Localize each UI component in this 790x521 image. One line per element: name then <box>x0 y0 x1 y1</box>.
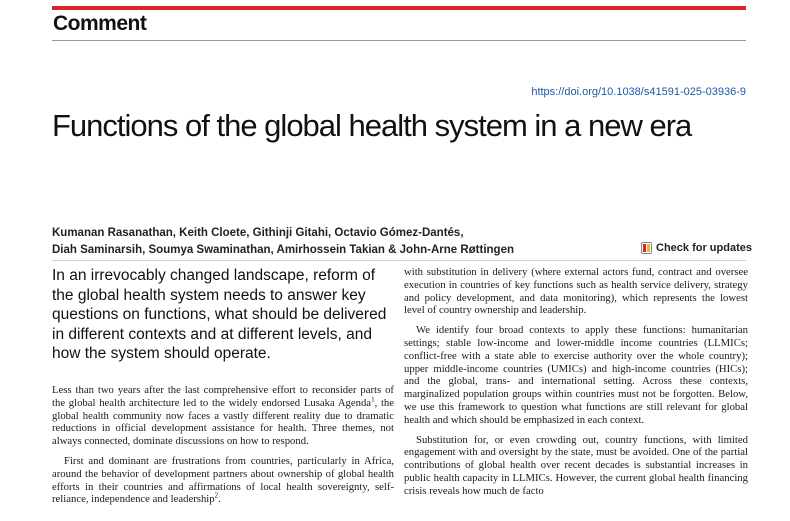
body-paragraph: We identify four broad contexts to apply these functions: humanitarian settings; stable low-income and lower-middle income countries (LLMICs; conflict-free with a state able to exercise authority over the whole country); upper middle-income countries (UMICs) and high-income countries (HICs); and the global, trans- and international setting. Across these contexts, marginalized population groups within countries must not be forgotten. Below, we use this framework to question what functions are still relevant for global health and which should be emphasized in each context. <box>404 324 748 426</box>
doi-link[interactable]: https://doi.org/10.1038/s41591-025-03936-9 <box>531 86 746 98</box>
standfirst: In an irrevocably changed landscape, reform of the global health system needs to answer key questions on functions, what should be delivered in different contexts and at different levels, and how the system should operate. <box>52 267 387 363</box>
check-updates-icon <box>641 242 652 254</box>
left-column <box>52 266 394 506</box>
right-column <box>404 266 748 498</box>
body-paragraph: Substitution for, or even crowding out, country functions, with limited engagement with and oversight by the state, must be avoided. One of the partial contributions of global health over recent decades is substantial increases in public health capacity in LLMICs. However, the current global health financing crisis reveals how much de facto <box>404 433 748 497</box>
body-paragraph: First and dominant are frustrations from countries, particularly in Africa, around the behavior of development partners about ownership of global health efforts in their countries and affirmations of local health sovereignty, self-reliance, independence and leadership$^2$. <box>52 454 394 506</box>
body-paragraph: with substitution in delivery (where external actors fund, contract and oversee execution in countries of key functions such as health service delivery, strategy and policy development, and data monitoring), which represents the lowest level of country ownership and leadership. <box>404 266 748 317</box>
top-accent-rule <box>52 6 746 10</box>
body-paragraph: Less than two years after the last comprehensive effort to reconsider parts of the global health architecture led to the widely endorsed Lusaka Agenda$^1$, the global health community now faces a vastly different reality due to dramatic reductions in official development assistance for health. Three themes, not always connected, dominate discussions on how to respond. <box>52 383 395 448</box>
section-label: Comment <box>53 12 147 35</box>
check-updates-label: Check for updates <box>656 242 752 254</box>
reference-marker[interactable]: 1 <box>371 395 375 404</box>
section-divider <box>52 40 746 41</box>
reference-marker[interactable]: 2 <box>214 491 219 500</box>
author-list <box>52 225 592 259</box>
header-divider <box>52 260 746 261</box>
article-title: Functions of the global health system in a new era <box>52 108 692 143</box>
author-line: Diah Saminarsih, Soumya Swaminathan, Amirhossein Takian & John-Arne Røttingen <box>52 244 514 256</box>
check-updates-button[interactable] <box>641 242 752 254</box>
author-line: Kumanan Rasanathan, Keith Cloete, Githinji Gitahi, Octavio Gómez-Dantés, <box>52 227 464 239</box>
